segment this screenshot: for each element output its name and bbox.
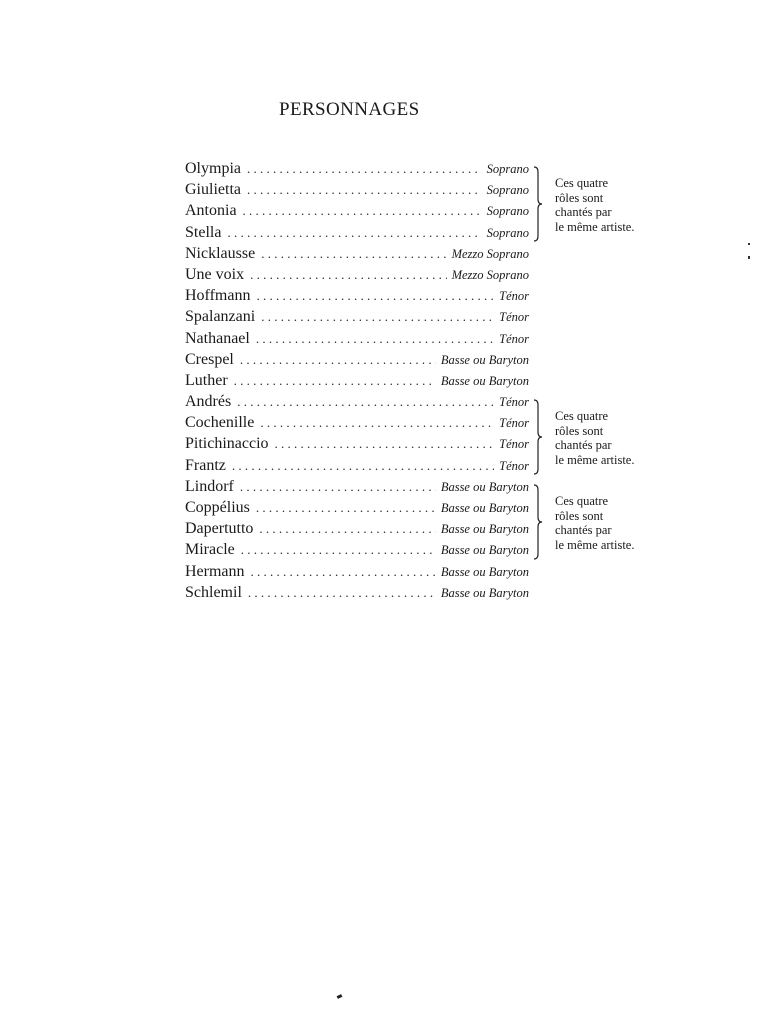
role-voice: Ténor <box>499 289 529 304</box>
role-name: Antonia <box>185 202 237 220</box>
role-row <box>185 499 529 520</box>
role-row <box>185 563 529 584</box>
dot-leader <box>247 161 482 177</box>
role-voice: Basse ou Baryton <box>440 352 529 367</box>
role-name: Dapertutto <box>185 520 254 538</box>
cast-list <box>185 160 529 605</box>
dot-leader <box>232 458 494 474</box>
dot-leader <box>261 309 494 325</box>
role-name: Luther <box>185 371 228 389</box>
role-voice: Basse ou Baryton <box>440 585 529 600</box>
role-voice: Soprano <box>486 204 529 219</box>
dot-leader <box>241 542 436 558</box>
note-line: chantés par <box>555 438 612 453</box>
role-name: Frantz <box>185 456 226 474</box>
role-voice: Ténor <box>499 416 529 431</box>
dot-leader <box>256 500 436 516</box>
role-name: Giulietta <box>185 181 241 199</box>
role-name: Nathanael <box>185 329 250 347</box>
role-row <box>185 330 529 351</box>
dot-leader <box>250 267 446 283</box>
role-row <box>185 435 529 456</box>
note-line: rôles sont <box>555 508 604 523</box>
note-line: le même artiste. <box>555 452 635 467</box>
brace-group-1 <box>533 166 543 242</box>
dot-leader <box>248 585 436 601</box>
role-name: Lindorf <box>185 477 234 495</box>
role-voice: Ténor <box>499 458 529 473</box>
note-line: chantés par <box>555 523 612 538</box>
note-line: chantés par <box>555 205 612 220</box>
role-row <box>185 308 529 329</box>
brace-group-3 <box>533 484 543 560</box>
role-name: Schlemil <box>185 583 242 601</box>
scan-speck <box>748 256 750 259</box>
role-name: Hermann <box>185 562 245 580</box>
dot-leader <box>259 521 435 537</box>
role-name: Spalanzani <box>185 308 256 326</box>
note-line: le même artiste. <box>555 537 635 552</box>
dot-leader <box>261 246 446 262</box>
role-name: Crespel <box>185 350 234 368</box>
role-voice: Basse ou Baryton <box>440 564 529 579</box>
dot-leader <box>251 564 436 580</box>
dot-leader <box>256 331 494 347</box>
note-line: le même artiste. <box>555 219 635 234</box>
role-voice: Ténor <box>499 310 529 325</box>
role-row <box>185 181 529 202</box>
role-voice: Basse ou Baryton <box>440 479 529 494</box>
note-line: Ces quatre <box>555 176 609 190</box>
role-voice: Soprano <box>486 225 529 240</box>
note-line: Ces quatre <box>555 409 609 423</box>
role-voice: Basse ou Baryton <box>440 543 529 558</box>
dot-leader <box>243 203 482 219</box>
scan-speck <box>337 994 343 999</box>
dot-leader <box>227 225 481 241</box>
role-row <box>185 457 529 478</box>
dot-leader <box>240 352 436 368</box>
role-name: Stella <box>185 223 222 241</box>
note-group-3 <box>555 494 634 552</box>
scan-speck <box>748 243 750 245</box>
role-voice: Mezzo Soprano <box>451 246 529 261</box>
note-group-2 <box>555 409 634 467</box>
dot-leader <box>240 479 436 495</box>
role-name: Olympia <box>185 160 241 177</box>
role-row <box>185 266 529 287</box>
role-voice: Basse ou Baryton <box>440 373 529 388</box>
role-name: Nicklausse <box>185 244 256 262</box>
role-row <box>185 520 529 541</box>
dot-leader <box>247 182 482 198</box>
role-row <box>185 541 529 562</box>
role-name: Hoffmann <box>185 287 251 305</box>
role-row <box>185 245 529 266</box>
role-row <box>185 351 529 372</box>
note-line: rôles sont <box>555 190 604 205</box>
brace-group-2 <box>533 399 543 475</box>
role-voice: Basse ou Baryton <box>440 522 529 537</box>
dot-leader <box>237 394 494 410</box>
role-row <box>185 414 529 435</box>
dot-leader <box>275 436 495 452</box>
note-line: rôles sont <box>555 423 604 438</box>
role-voice: Soprano <box>486 162 529 176</box>
role-voice: Ténor <box>499 331 529 346</box>
note-line: Ces quatre <box>555 494 609 508</box>
role-row <box>185 160 529 181</box>
role-name: Pitichinaccio <box>185 435 269 453</box>
role-voice: Basse ou Baryton <box>440 501 529 515</box>
role-row <box>185 202 529 223</box>
role-name: Andrés <box>185 393 232 411</box>
role-row <box>185 287 529 308</box>
note-group-1 <box>555 176 634 234</box>
role-name: Cochenille <box>185 414 255 432</box>
role-name: Coppélius <box>185 499 250 516</box>
role-voice: Mezzo Soprano <box>451 267 529 282</box>
dot-leader <box>260 415 494 431</box>
role-voice: Ténor <box>499 437 529 452</box>
dot-leader <box>256 288 494 304</box>
role-row <box>185 478 529 499</box>
dot-leader <box>234 373 436 389</box>
role-row <box>185 224 529 245</box>
role-name: Une voix <box>185 265 245 283</box>
role-name: Miracle <box>185 541 235 559</box>
page-title: PERSONNAGES <box>279 99 420 120</box>
role-voice: Soprano <box>486 183 529 198</box>
role-voice: Ténor <box>499 395 529 410</box>
role-row <box>185 584 529 605</box>
role-row <box>185 372 529 393</box>
role-row <box>185 393 529 414</box>
